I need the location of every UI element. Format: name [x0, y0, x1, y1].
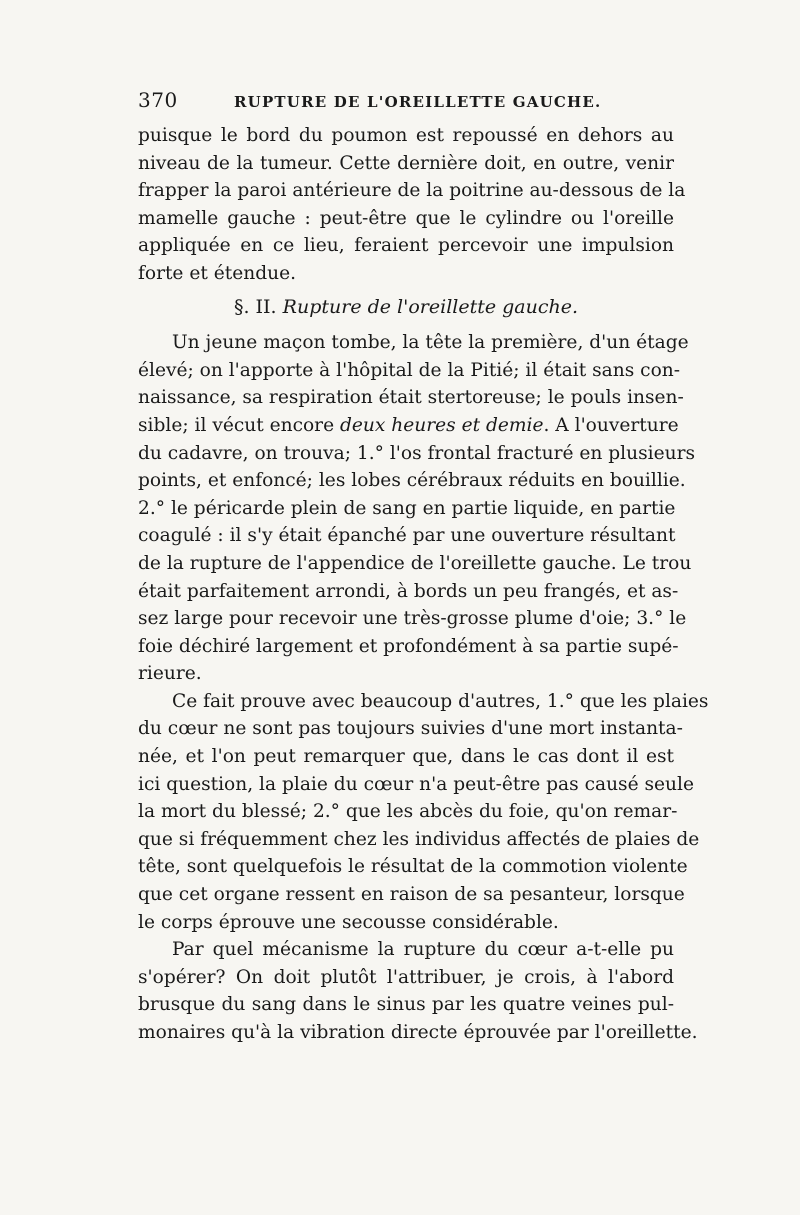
text-line: brusque du sang dans le sinus par les quatre veines pul-: [138, 994, 674, 1016]
section-number: §. II.: [233, 295, 277, 318]
paragraph-4: [138, 936, 698, 1046]
text-line: monaires qu'à la vibration directe éprouvée par l'oreillette.: [138, 1022, 698, 1043]
paragraph-2: [138, 329, 696, 688]
paragraph-1: [138, 122, 686, 288]
text-line: du cœur ne sont pas toujours suivies d'une mort instanta-: [138, 718, 683, 740]
book-page: [138, 88, 709, 1047]
text-line: foie déchiré largement et profondément à sa partie supé-: [138, 635, 679, 657]
text-line: que cet organe ressent en raison de sa pesanteur, lorsque: [138, 884, 685, 906]
text-line: que si fréquemment chez les individus affectés de plaies de: [138, 828, 700, 850]
text-line: de la rupture de l'appendice de l'oreillette gauche. Le trou: [138, 552, 692, 574]
text-line: née, et l'on peut remarquer que, dans le cas dont il est: [138, 746, 674, 768]
text-line: la mort du blessé; 2.° que les abcès du foie, qu'on remar-: [138, 801, 678, 823]
text-line: Ce fait prouve avec beaucoup d'autres, 1.° que les plaies: [172, 690, 709, 712]
italic-duration: deux heures et demie: [340, 414, 544, 436]
text-line: du cadavre, on trouva; 1.° l'os frontal fracturé en plusieurs: [138, 442, 696, 464]
text-line: naissance, sa respiration était stertoreuse; le pouls insen-: [138, 387, 684, 409]
text-fragment: sible; il vécut encore: [138, 414, 335, 436]
text-line: Un jeune maçon tombe, la tête la première, d'un étage: [172, 332, 689, 354]
text-line: mamelle gauche : peut-être que le cylindre ou l'oreille: [138, 207, 674, 229]
text-line: appliquée en ce lieu, feraient percevoir une impulsion: [138, 235, 674, 257]
text-line: niveau de la tumeur. Cette dernière doit, en outre, venir: [138, 152, 674, 174]
text-line: rieure.: [138, 663, 202, 685]
text-fragment: . A l'ouverture: [543, 414, 679, 436]
text-line: coagulé : il s'y était épanché par une ouverture résultant: [138, 525, 676, 547]
text-line: était parfaitement arrondi, à bords un peu frangés, et as-: [138, 580, 679, 602]
text-line: s'opérer? On doit plutôt l'attribuer, je crois, à l'abord: [138, 966, 674, 988]
text-line: 2.° le péricarde plein de sang en partie liquide, en partie: [138, 497, 676, 519]
text-line: forte et étendue.: [138, 262, 296, 284]
paragraph-3: [138, 688, 709, 936]
page-number: 370: [138, 88, 178, 112]
text-line: tête, sont quelquefois le résultat de la commotion violente: [138, 856, 688, 878]
running-title: RUPTURE DE L'OREILLETTE GAUCHE.: [234, 93, 602, 111]
section-heading: [138, 294, 674, 322]
text-line: élevé; on l'apporte à l'hôpital de la Pitié; il était sans con-: [138, 359, 681, 381]
text-line: frapper la paroi antérieure de la poitrine au-dessous de la: [138, 180, 686, 202]
text-line: points, et enfoncé; les lobes cérébraux réduits en bouillie.: [138, 470, 686, 492]
section-title: Rupture de l'oreillette gauche.: [282, 295, 579, 318]
text-line: ici question, la plaie du cœur n'a peut-être pas causé seule: [138, 773, 694, 795]
text-line: le corps éprouve une secousse considérable.: [138, 911, 559, 933]
text-line: Par quel mécanisme la rupture du cœur a-t-elle pu: [172, 939, 674, 961]
text-line: sez large pour recevoir une très-grosse plume d'oie; 3.° le: [138, 608, 687, 630]
text-line: puisque le bord du poumon est repoussé en dehors au: [138, 125, 674, 146]
running-head: [138, 88, 674, 122]
text-line-with-italic: [138, 412, 679, 440]
